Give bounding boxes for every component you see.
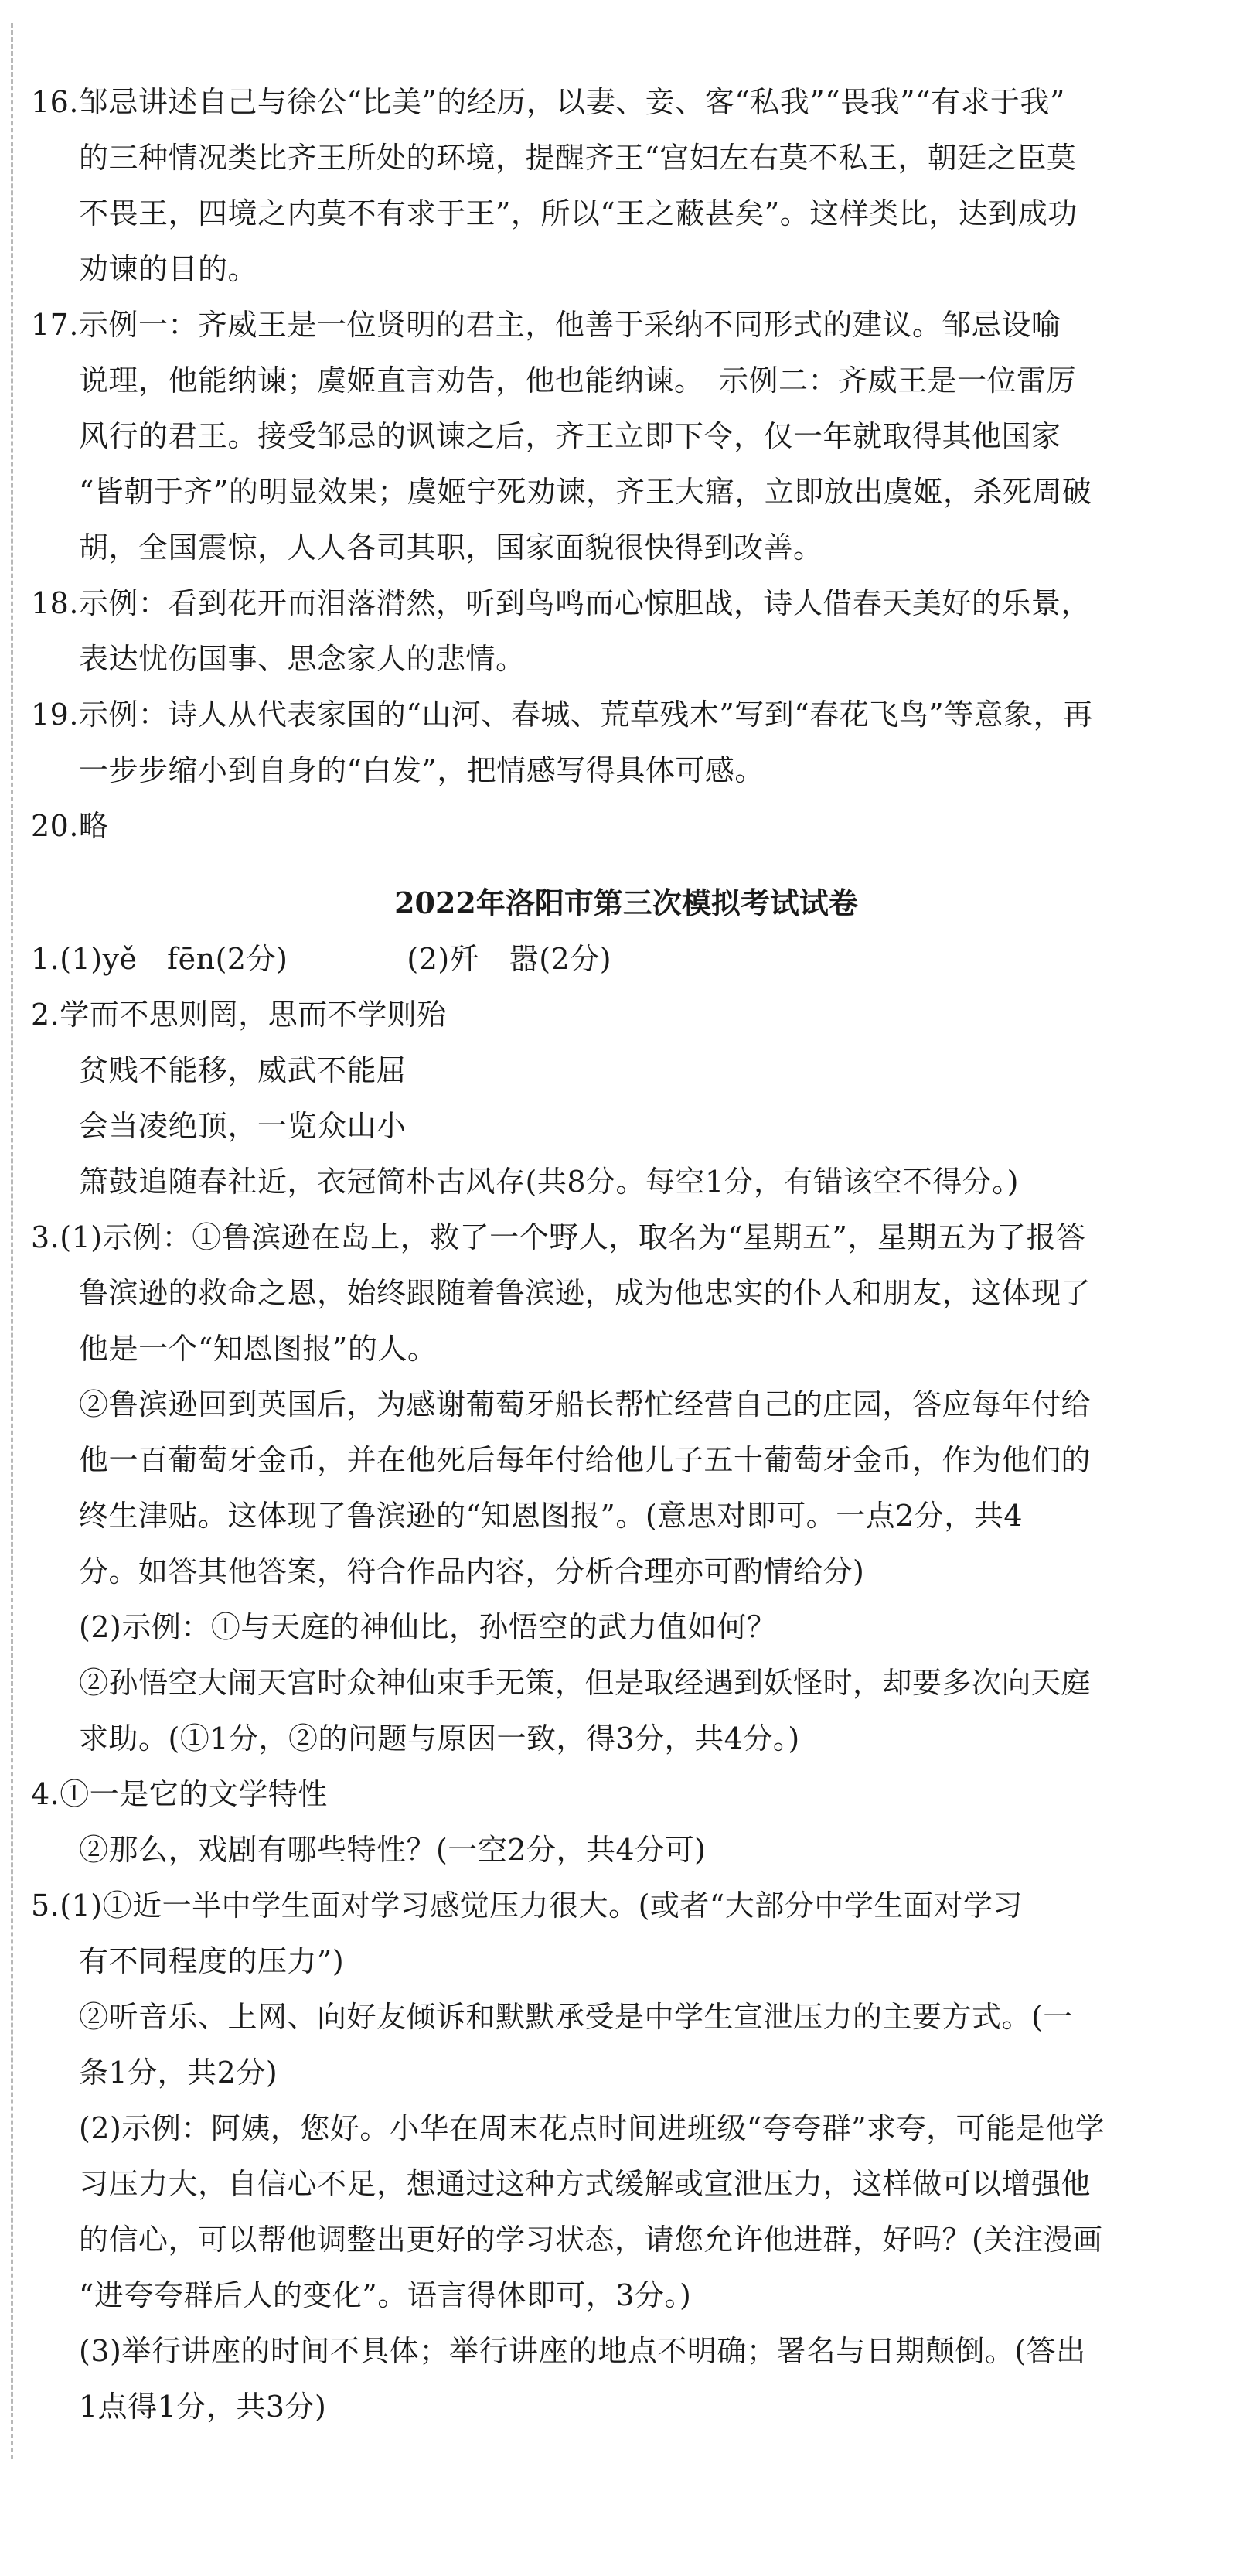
answer-5-line-6: 习压力大，自信心不足，想通过这种方式缓解或宣泄压力，这样做可以增强他: [79, 2167, 1092, 2201]
answer-5-line-5: (2)示例：阿姨，您好。小华在周末花点时间进班级“夸夸群”求夸，可能是他学: [79, 2111, 1105, 2145]
binding-margin-line: [11, 23, 13, 2459]
answer-17-line-5: 胡，全国震惊，人人各司其职，国家面貌很快得到改善。: [79, 531, 823, 565]
answer-19-line-2: 一步步缩小到自身的“白发”，把情感写得具体可感。: [79, 753, 765, 787]
answer-3-line-6: 终生津贴。这体现了鲁滨逊的“知恩图报”。(意思对即可。一点2分，共4: [79, 1499, 1024, 1533]
answer-5-line-3: ②听音乐、上网、向好友倾诉和默默承受是中学生宣泄压力的主要方式。(一: [79, 2000, 1073, 2034]
answer-3-line-2: 鲁滨逊的救命之恩，始终跟随着鲁滨逊，成为他忠实的仆人和朋友，这体现了: [79, 1276, 1092, 1310]
answer-4-line-1: 4.①一是它的文学特性: [31, 1777, 328, 1811]
answer-16-line-4: 劝谏的目的。: [79, 252, 258, 286]
answer-1-line: 1.(1)yě fēn(2分) (2)歼 嚣(2分): [31, 942, 612, 976]
answer-17-line-4: “皆朝于齐”的明显效果；虞姬宁死劝谏，齐王大寤，立即放出虞姬，杀死周破: [79, 475, 1092, 509]
answer-5-line-9: (3)举行讲座的时间不具体；举行讲座的地点不明确；署名与日期颠倒。(答出: [79, 2334, 1086, 2368]
answer-5-line-7: 的信心，可以帮他调整出更好的学习状态，请您允许他进群，好吗？(关注漫画: [79, 2223, 1103, 2257]
answer-17-line-3: 风行的君王。接受邹忌的讽谏之后，齐王立即下令，仅一年就取得其他国家: [79, 419, 1061, 453]
answer-5-line-1: 5.(1)①近一半中学生面对学习感觉压力很大。(或者“大部分中学生面对学习: [31, 1888, 1023, 1923]
answer-2-line-3: 会当凌绝顶，一览众山小: [79, 1109, 407, 1143]
answer-3-line-10: 求助。(①1分，②的问题与原因一致，得3分，共4分。): [79, 1721, 800, 1755]
answer-2-line-4: 箫鼓追随春社近，衣冠简朴古风存(共8分。每空1分，有错该空不得分。): [79, 1165, 1020, 1199]
answer-20-line: 20.略: [31, 809, 109, 843]
answer-18-line-1: 18.示例：看到花开而泪落潸然，听到鸟鸣而心惊胆战，诗人借春天美好的乐景，: [31, 586, 1091, 620]
answer-3-line-8: (2)示例：①与天庭的神仙比，孙悟空的武力值如何？: [79, 1610, 777, 1644]
answer-2-line-1: 2.学而不思则罔，思而不学则殆: [31, 998, 447, 1032]
answer-5-line-8: “进夸夸群后人的变化”。语言得体即可，3分。): [79, 2278, 692, 2312]
answer-19-line-1: 19.示例：诗人从代表家国的“山河、春城、荒草残木”写到“春花飞鸟”等意象，再: [31, 698, 1093, 732]
answer-5-line-10: 1点得1分，共3分): [79, 2390, 327, 2424]
answer-3-line-1: 3.(1)示例：①鲁滨逊在岛上，救了一个野人，取名为“星期五”，星期五为了报答: [31, 1220, 1086, 1254]
answer-5-line-4: 条1分，共2分): [79, 2056, 278, 2090]
answer-3-line-5: 他一百葡萄牙金币，并在他死后每年付给他儿子五十葡萄牙金币，作为他们的: [79, 1443, 1092, 1477]
answer-17-line-1: 17.示例一：齐威王是一位贤明的君主，他善于采纳不同形式的建议。邹忌设喻: [31, 308, 1061, 342]
answer-content: [31, 74, 1175, 2434]
answer-17-line-2: 说理，他能纳谏；虞姬直言劝告，他也能纳谏。 示例二：齐威王是一位雷厉: [79, 363, 1077, 397]
answer-5-line-2: 有不同程度的压力”): [79, 1944, 345, 1978]
answer-3-line-4: ②鲁滨逊回到英国后，为感谢葡萄牙船长帮忙经营自己的庄园，答应每年付给: [79, 1387, 1092, 1421]
answer-18-line-2: 表达忧伤国事、思念家人的悲情。: [79, 642, 526, 676]
answer-16-line-3: 不畏王，四境之内莫不有求于王”，所以“王之蔽甚矣”。这样类比，达到成功: [79, 196, 1078, 230]
answer-16-line-1: 16.邹忌讲述自己与徐公“比美”的经历，以妻、妾、客“私我”“畏我”“有求于我”: [31, 85, 1065, 119]
answer-3-line-3: 他是一个“知恩图报”的人。: [79, 1332, 438, 1366]
exam-section-title: 2022年洛阳市第三次模拟考试试卷: [394, 885, 858, 920]
answer-3-line-9: ②孙悟空大闹天宫时众神仙束手无策，但是取经遇到妖怪时，却要多次向天庭: [79, 1666, 1092, 1700]
answer-4-line-2: ②那么，戏剧有哪些特性？(一空2分，共4分可): [79, 1833, 707, 1867]
answer-16-line-2: 的三种情况类比齐王所处的环境，提醒齐王“宫妇左右莫不私王，朝廷之臣莫: [79, 141, 1077, 175]
answer-2-line-2: 贫贱不能移，威武不能屈: [79, 1053, 407, 1087]
answer-3-line-7: 分。如答其他答案，符合作品内容，分析合理亦可酌情给分): [79, 1554, 865, 1588]
